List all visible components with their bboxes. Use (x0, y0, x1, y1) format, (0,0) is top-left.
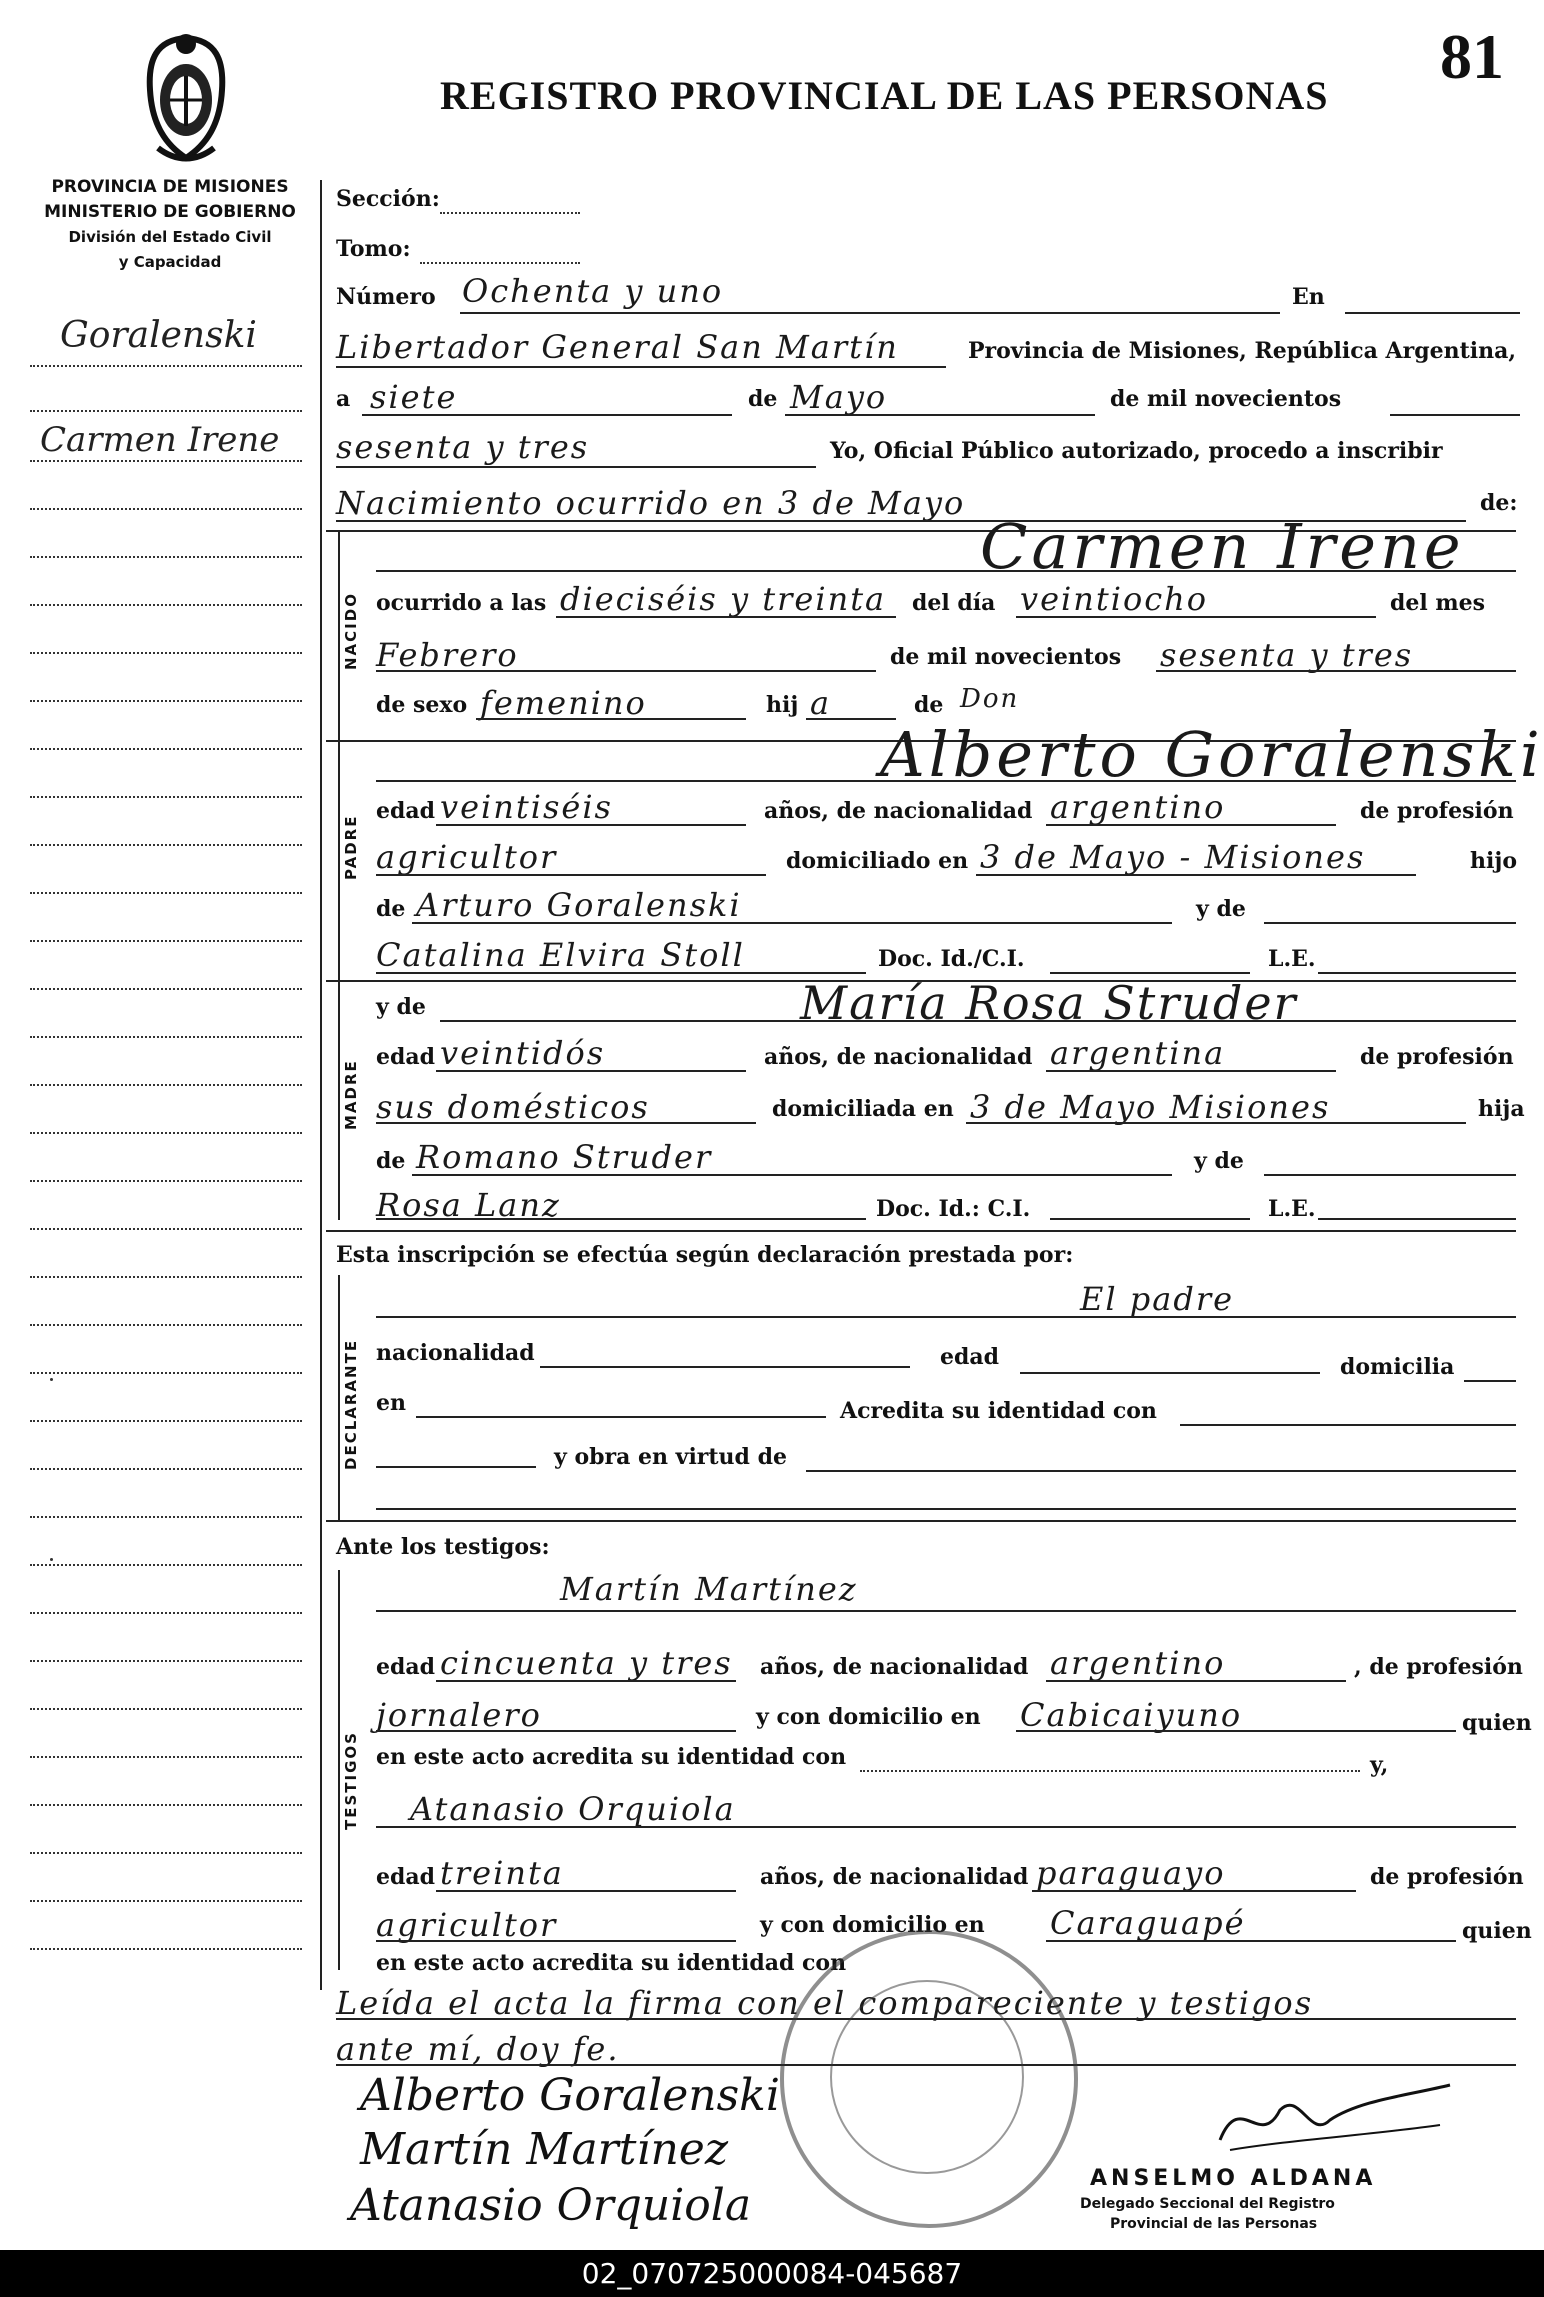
testigo2-anios-label: años, de nacionalidad (760, 1864, 1029, 1890)
dia-nacimiento-value: veintiocho (1020, 580, 1209, 618)
nacido-de-label: de (914, 692, 944, 718)
del-dia-label: del día (912, 590, 996, 616)
madre-domiciliada-label: domiciliada en (772, 1096, 954, 1122)
testigo1-edad-label: edad (376, 1654, 436, 1680)
testigo2-acredita-label: en este acto acredita su identidad con (376, 1950, 847, 1976)
madre-y-de-label: y de (376, 994, 426, 1020)
testigo2-edad-value: treinta (440, 1854, 564, 1892)
hora-value: dieciséis y treinta (560, 580, 887, 618)
padre-nacionalidad-value: argentino (1050, 788, 1226, 826)
testigo2-domicilio-label: y con domicilio en (760, 1912, 985, 1938)
madre-nombre: María Rosa Struder (800, 976, 1298, 1030)
madre-nacionalidad-value: argentina (1050, 1034, 1226, 1072)
padre-profesion-value: agricultor (376, 838, 558, 876)
padre-de-label: de (376, 896, 406, 922)
testigo2-quien-label: quien (1462, 1918, 1532, 1944)
tomo-field (420, 262, 580, 264)
mil-novecientos-nacido-label: de mil novecientos (890, 644, 1122, 670)
anio-value: sesenta y tres (336, 428, 590, 466)
declarante-value: El padre (1080, 1280, 1235, 1318)
declarante-edad-label: edad (940, 1344, 1000, 1370)
madre-madre-value: Rosa Lanz (376, 1186, 561, 1224)
madre-section-label: MADRE (342, 1059, 360, 1130)
testigo1-nombre: Martín Martínez (560, 1570, 858, 1608)
testigo1-domicilio-label: y con domicilio en (756, 1704, 981, 1730)
sexo-value: femenino (480, 684, 647, 722)
del-mes-label: del mes (1390, 590, 1486, 616)
signature-witness-2: Atanasio Orquiola (350, 2180, 752, 2231)
testigo2-nacionalidad-value: paraguayo (1036, 1854, 1226, 1892)
provincia-label: Provincia de Misiones, República Argentina, (968, 338, 1517, 364)
page-number: 81 (1440, 21, 1504, 92)
seccion-label: Sección: (336, 186, 440, 212)
testigo2-nombre: Atanasio Orquiola (410, 1790, 736, 1828)
capacity-label: y Capacidad (118, 253, 222, 271)
testigo1-quien-label: quien (1462, 1710, 1532, 1736)
closing-line-2: ante mí, doy fe. (336, 2030, 620, 2068)
sexo-label: de sexo (376, 692, 468, 718)
madre-anios-label: años, de nacionalidad (764, 1044, 1033, 1070)
nacido-de-value: Don (960, 684, 1020, 714)
declarante-obra-label: y obra en virtud de (554, 1444, 787, 1470)
ocurrido-label: ocurrido a las (376, 590, 547, 616)
padre-doc-label: Doc. Id./C.I. (878, 946, 1025, 972)
padre-profesion-label: de profesión (1360, 798, 1514, 824)
madre-y-de2-label: y de (1194, 1148, 1244, 1174)
declaracion-intro-label: Esta inscripción se efectúa según declaración prestada por: (336, 1242, 1074, 1268)
madre-le-label: L.E. (1268, 1196, 1316, 1222)
testigo1-anios-label: años, de nacionalidad (760, 1654, 1029, 1680)
padre-madre-value: Catalina Elvira Stoll (376, 936, 745, 974)
mil-novecientos-label: de mil novecientos (1110, 386, 1342, 412)
testigo2-edad-label: edad (376, 1864, 436, 1890)
testigo1-acredita-label: en este acto acredita su identidad con (376, 1744, 847, 1770)
nacido-section-label: NACIDO (342, 592, 360, 670)
mes-value: Mayo (790, 378, 888, 416)
padre-y-de-label: y de (1196, 896, 1246, 922)
nacido-nombre: Carmen Irene (980, 510, 1465, 583)
madre-domicilio-value: 3 de Mayo Misiones (970, 1088, 1331, 1126)
madre-doc-label: Doc. Id.: C.I. (876, 1196, 1031, 1222)
declarante-domicilia-label: domicilia (1340, 1354, 1455, 1380)
seccion-field (440, 212, 580, 214)
hijo-value: a (810, 684, 832, 722)
ministry-label: MINISTERIO DE GOBIERNO (44, 202, 296, 222)
declarante-acredita-label: Acredita su identidad con (840, 1398, 1157, 1424)
signature-witness-1: Martín Martínez (360, 2124, 729, 2175)
numero-label: Número (336, 284, 436, 310)
madre-profesion-label: de profesión (1360, 1044, 1514, 1070)
padre-padre-value: Arturo Goralenski (416, 886, 742, 924)
dia-value: siete (370, 378, 458, 416)
margin-divider (320, 180, 322, 1990)
document-id: 02_070725000084-045687 (0, 2250, 1544, 2297)
testigo2-domicilio-value: Caraguapé (1050, 1904, 1246, 1942)
coat-of-arms-icon (136, 30, 236, 168)
official-name: ANSELMO ALDANA (1090, 2166, 1377, 2191)
numero-value: Ochenta y uno (462, 272, 724, 310)
mes-nacimiento-value: Febrero (376, 636, 519, 674)
padre-edad-label: edad (376, 798, 436, 824)
testigo2-profesion-value: agricultor (376, 1906, 558, 1944)
declarante-section-label: DECLARANTE (342, 1338, 360, 1470)
testigo1-y-label: y, (1370, 1752, 1389, 1778)
padre-edad-value: veintiséis (440, 788, 613, 826)
padre-le-label: L.E. (1268, 946, 1316, 972)
testigo1-profesion-value: jornalero (376, 1696, 542, 1734)
issuing-office (30, 175, 310, 275)
de-colon-label: de: (1480, 490, 1518, 516)
official-title-1: Delegado Seccional del Registro (1080, 2196, 1335, 2212)
declarante-nacionalidad-label: nacionalidad (376, 1340, 535, 1366)
de-label: de (748, 386, 778, 412)
madre-edad-label: edad (376, 1044, 436, 1070)
testigo1-domicilio-value: Cabicaiyuno (1020, 1696, 1243, 1734)
official-signature-icon (1210, 2080, 1460, 2164)
padre-domiciliado-label: domiciliado en (786, 848, 969, 874)
lugar-value: Libertador General San Martín (336, 328, 899, 366)
testigo1-nacionalidad-value: argentino (1050, 1644, 1226, 1682)
declarante-en-label: en (376, 1390, 406, 1416)
division-label: División del Estado Civil (68, 228, 272, 246)
official-title-2: Provincial de las Personas (1110, 2216, 1318, 2232)
madre-padre-value: Romano Struder (416, 1138, 713, 1176)
a-label: a (336, 386, 351, 412)
padre-anios-label: años, de nacionalidad (764, 798, 1033, 824)
padre-section-label: PADRE (342, 814, 360, 880)
tomo-label: Tomo: (336, 236, 411, 262)
signature-father: Alberto Goralenski (360, 2070, 780, 2121)
anio-nacimiento-value: sesenta y tres (1160, 636, 1414, 674)
testigos-intro-label: Ante los testigos: (336, 1534, 550, 1560)
testigo1-edad-value: cincuenta y tres (440, 1644, 733, 1682)
padre-nombre: Alberto Goralenski (880, 718, 1544, 791)
madre-hija-label: hija (1478, 1096, 1525, 1122)
hijo-label: hij (766, 692, 799, 718)
province-label: PROVINCIA DE MISIONES (51, 177, 289, 197)
oficial-label: Yo, Oficial Público autorizado, procedo a inscribir (830, 438, 1443, 464)
madre-profesion-value: sus domésticos (376, 1088, 650, 1126)
madre-de-label: de (376, 1148, 406, 1174)
padre-domicilio-value: 3 de Mayo - Misiones (980, 838, 1366, 876)
closing-line-1: Leída el acta la firma con el compareciente y testigos (336, 1984, 1314, 2022)
testigo1-profesion-label: , de profesión (1354, 1654, 1523, 1680)
en-label: En (1292, 284, 1325, 310)
margin-surname: Goralenski (60, 315, 257, 356)
acta-value: Nacimiento ocurrido en 3 de Mayo (336, 484, 966, 522)
testigos-section-label: TESTIGOS (342, 1731, 360, 1830)
padre-hijo-label: hijo (1470, 848, 1517, 874)
testigo2-profesion-label: de profesión (1370, 1864, 1524, 1890)
margin-given-names: Carmen Irene (40, 420, 280, 460)
page-title: REGISTRO PROVINCIAL DE LAS PERSONAS (440, 73, 1329, 118)
madre-edad-value: veintidós (440, 1034, 606, 1072)
